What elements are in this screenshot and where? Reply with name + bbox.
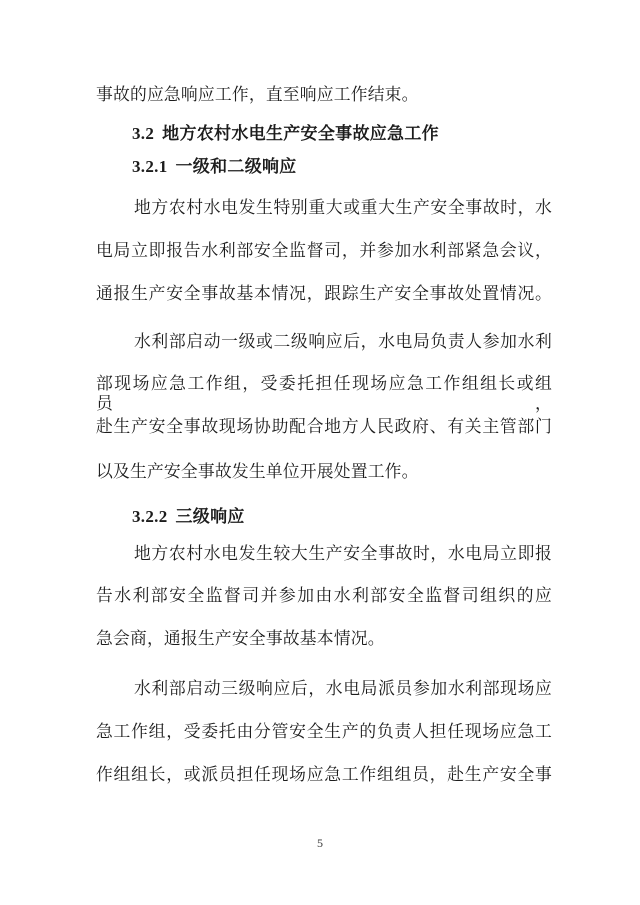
paragraph-line: 水利部启动三级响应后，水电局派员参加水利部现场应 (134, 679, 552, 698)
paragraph-line: 事故的应急响应工作，直至响应工作结束。 (96, 85, 419, 104)
paragraph-line: 急工作组，受委托由分管安全生产的负责人担任现场应急工 (96, 722, 552, 741)
heading-number: 3.2.1 (132, 157, 168, 176)
paragraph-line: 赴生产安全事故现场协助配合地方人民政府、有关主管部门 (96, 417, 552, 436)
heading-title: 一级和二级响应 (175, 157, 297, 176)
paragraph-line: 部现场应急工作组，受委托担任现场应急工作组组长或组员， (96, 374, 552, 413)
paragraph-line: 水利部启动一级或二级响应后，水电局负责人参加水利 (134, 332, 552, 351)
paragraph-line: 急会商，通报生产安全事故基本情况。 (96, 629, 385, 648)
paragraph-line: 作组组长，或派员担任现场应急工作组组员，赴生产安全事 (96, 765, 552, 784)
heading-3-2-2 (132, 507, 562, 527)
paragraph-line: 电局立即报告水利部安全监督司，并参加水利部紧急会议， (96, 241, 552, 260)
paragraph-line: 地方农村水电发生较大生产安全事故时，水电局立即报 (134, 544, 552, 563)
page-number: 5 (317, 836, 323, 850)
heading-title: 地方农村水电生产安全事故应急工作 (162, 124, 439, 143)
paragraph-line: 通报生产安全事故基本情况，跟踪生产安全事故处置情况。 (96, 284, 552, 303)
paragraph-line: 以及生产安全事故发生单位开展处置工作。 (96, 462, 419, 481)
heading-3-2-1 (132, 157, 562, 177)
paragraph-line: 告水利部安全监督司并参加由水利部安全监督司组织的应 (96, 586, 552, 605)
heading-number: 3.2.2 (132, 507, 168, 526)
heading-3-2 (132, 124, 562, 144)
heading-title: 三级响应 (175, 507, 245, 526)
paragraph-line: 地方农村水电发生特别重大或重大生产安全事故时，水 (134, 198, 552, 217)
heading-number: 3.2 (132, 124, 155, 143)
